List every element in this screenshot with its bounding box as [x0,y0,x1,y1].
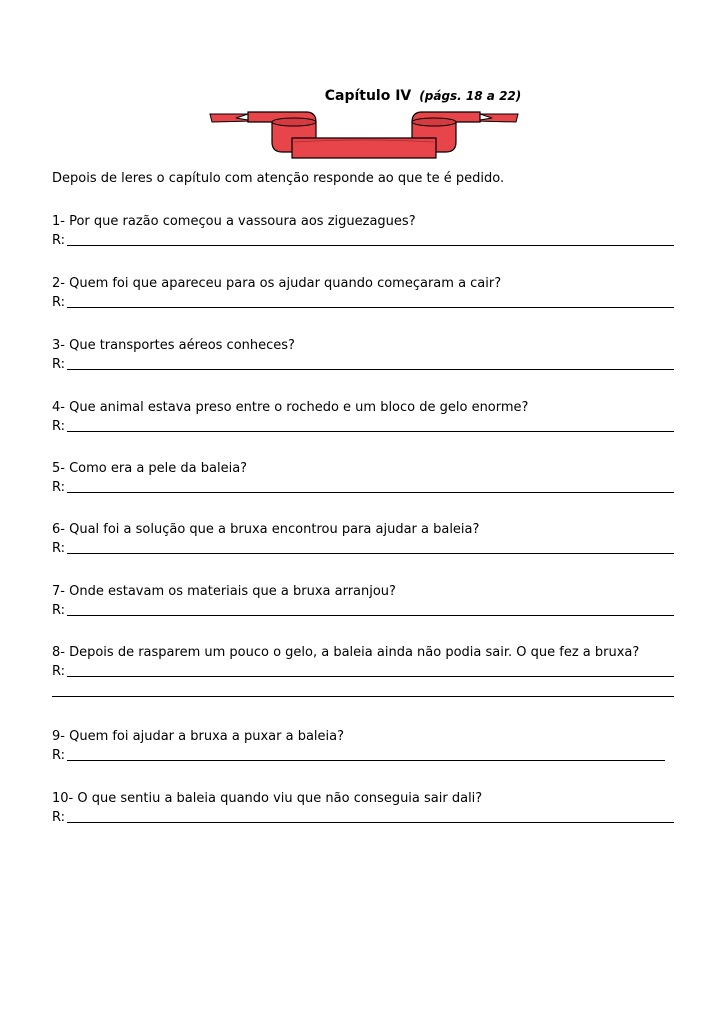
page-title [0,88,728,104]
question-text: 7- Onde estavam os materiais que a bruxa arranjou? [52,584,396,599]
question-text: 2- Quem foi que apareceu para os ajudar quando começaram a cair? [52,276,502,291]
answer-line-extra[interactable] [52,677,674,697]
answer-prefix: R: [52,480,66,495]
answer-line[interactable] [52,539,674,558]
question-text: 10- O que sentiu a baleia quando viu que não conseguia sair dali? [52,791,483,806]
question-text: 9- Quem foi ajudar a bruxa a puxar a baleia? [52,729,345,744]
question-3 [52,336,674,374]
question-text: 8- Depois de rasparem um pouco o gelo, a baleia ainda não podia sair. O que fez a bruxa? [52,645,640,660]
question-7 [52,582,674,620]
question-text: 1- Por que razão começou a vassoura aos ziguezagues? [52,214,416,229]
question-text: 4- Que animal estava preso entre o rochedo e um bloco de gelo enorme? [52,400,529,415]
question-text: 5- Como era a pele da baleia? [52,461,248,476]
answer-prefix: R: [52,419,66,434]
question-1 [52,212,674,250]
answer-prefix: R: [52,810,66,825]
chapter-pages: (págs. 18 a 22) [419,89,522,103]
answer-prefix: R: [52,357,66,372]
answer-line[interactable] [52,355,674,374]
answer-prefix: R: [52,295,66,310]
question-9 [52,727,674,765]
question-6 [52,520,674,558]
question-text: 6- Qual foi a solução que a bruxa encontrou para ajudar a baleia? [52,522,480,537]
answer-prefix: R: [52,233,66,248]
answer-line[interactable] [52,293,674,312]
chapter-title: Capítulo IV [324,88,412,104]
answer-line[interactable] [52,746,674,765]
question-4 [52,398,674,436]
answer-line[interactable] [52,601,674,620]
question-5 [52,459,674,497]
question-text: 3- Que transportes aéreos conheces? [52,338,295,353]
answer-line[interactable] [52,417,674,436]
answer-prefix: R: [52,748,66,763]
answer-line[interactable] [52,808,674,827]
answer-line[interactable] [52,478,674,497]
question-10 [52,789,674,827]
ribbon-banner-decoration [208,108,520,164]
question-2 [52,274,674,312]
question-8 [52,643,674,701]
answer-prefix: R: [52,541,66,556]
answer-line[interactable] [52,231,674,250]
answer-prefix: R: [52,664,66,679]
instructions-text: Depois de leres o capítulo com atenção responde ao que te é pedido. [52,171,505,186]
answer-prefix: R: [52,603,66,618]
